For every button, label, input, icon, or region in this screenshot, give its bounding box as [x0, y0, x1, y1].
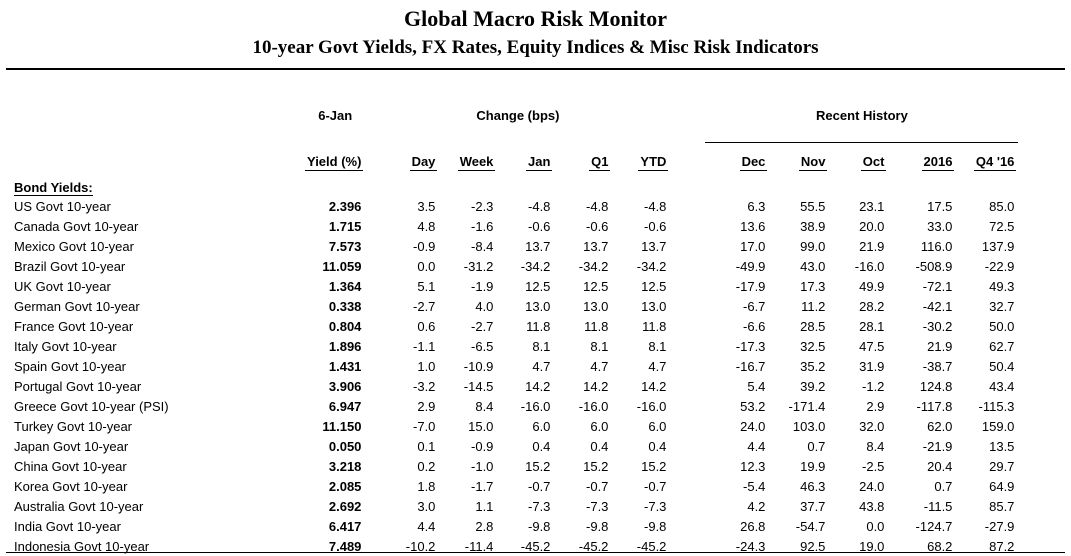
- cell-value: -6.7: [743, 298, 766, 314]
- cell-value: 24.0: [740, 418, 766, 434]
- cell-value: 43.4: [989, 378, 1015, 394]
- cell-value: 23.1: [859, 198, 885, 214]
- table-row: [10, 196, 1018, 216]
- cell-value: 4.7: [532, 358, 551, 374]
- cell-value: 2.085: [328, 478, 362, 494]
- cell-value: -14.5: [463, 378, 494, 394]
- cell-value: 14.2: [583, 378, 609, 394]
- cell-value: -27.9: [984, 518, 1015, 534]
- column-header-row: [10, 143, 1018, 175]
- row-label: Italy Govt 10-year: [14, 338, 117, 354]
- cell-value: -2.5: [862, 458, 885, 474]
- row-label: India Govt 10-year: [14, 518, 121, 534]
- page-title: Global Macro Risk Monitor: [404, 6, 667, 31]
- cell-value: 11.150: [322, 418, 362, 434]
- cell-value: 14.2: [641, 378, 667, 394]
- cell-value: 47.5: [859, 338, 885, 354]
- table-row: [10, 476, 1018, 496]
- gap-cell: [670, 196, 705, 216]
- cell-value: 6.947: [328, 398, 362, 414]
- table-row: [10, 516, 1018, 536]
- column-header-nov: Nov: [800, 154, 826, 169]
- row-label: Canada Govt 10-year: [14, 218, 139, 234]
- gap-cell: [670, 316, 705, 336]
- table-row: [10, 456, 1018, 476]
- cell-value: -1.7: [471, 478, 494, 494]
- row-label: Turkey Govt 10-year: [14, 418, 133, 434]
- cell-value: 159.0: [981, 418, 1015, 434]
- cell-value: 124.8: [919, 378, 953, 394]
- cell-value: 21.9: [859, 238, 885, 254]
- cell-value: 0.4: [648, 438, 667, 454]
- cell-value: 1.0: [417, 358, 436, 374]
- cell-value: 43.8: [859, 498, 885, 514]
- column-header-week: Week: [459, 154, 494, 169]
- cell-value: -7.3: [586, 498, 609, 514]
- gap-cell: [670, 456, 705, 476]
- cell-value: 43.0: [800, 258, 826, 274]
- cell-value: -508.9: [915, 258, 953, 274]
- cell-value: 62.7: [989, 338, 1015, 354]
- cell-value: -0.7: [586, 478, 609, 494]
- cell-value: -31.2: [463, 258, 494, 274]
- cell-value: -2.7: [413, 298, 436, 314]
- cell-value: 1.8: [417, 478, 436, 494]
- header-divider: [6, 68, 1065, 70]
- cell-value: 55.5: [800, 198, 826, 214]
- cell-value: -11.4: [464, 538, 494, 554]
- gap-cell: [670, 106, 705, 143]
- cell-value: -16.0: [854, 258, 885, 274]
- cell-value: 11.8: [642, 318, 667, 334]
- cell-value: 21.9: [927, 338, 953, 354]
- cell-value: -7.3: [644, 498, 667, 514]
- cell-value: 8.1: [532, 338, 551, 354]
- cell-value: 13.0: [525, 298, 551, 314]
- cell-value: 99.0: [800, 238, 826, 254]
- gap-cell: [670, 496, 705, 516]
- gap-cell: [670, 336, 705, 356]
- cell-value: 72.5: [989, 218, 1015, 234]
- cell-value: -6.6: [743, 318, 766, 334]
- column-header-day: Day: [411, 154, 436, 169]
- gap-cell: [670, 376, 705, 396]
- cell-value: 2.9: [417, 398, 436, 414]
- row-label: Mexico Govt 10-year: [14, 238, 134, 254]
- row-label: German Govt 10-year: [14, 298, 140, 314]
- cell-value: 1.715: [328, 218, 362, 234]
- row-label: Japan Govt 10-year: [14, 438, 129, 454]
- cell-value: 32.7: [989, 298, 1015, 314]
- table-row: [10, 536, 1018, 556]
- cell-value: -9.8: [644, 518, 667, 534]
- cell-value: 4.0: [475, 298, 494, 314]
- row-label: UK Govt 10-year: [14, 278, 111, 294]
- row-label: Greece Govt 10-year (PSI): [14, 398, 169, 414]
- cell-value: 15.2: [583, 458, 609, 474]
- page-subtitle: 10-year Govt Yields, FX Rates, Equity Indices & Misc Risk Indicators: [252, 37, 819, 58]
- cell-value: -49.9: [735, 258, 766, 274]
- table-body: [10, 174, 1018, 556]
- cell-value: -10.2: [405, 538, 436, 554]
- cell-value: -10.9: [463, 358, 494, 374]
- gap-cell: [670, 536, 705, 556]
- cell-value: 20.0: [859, 218, 885, 234]
- table-row: [10, 396, 1018, 416]
- cell-value: 85.0: [989, 198, 1015, 214]
- risk-monitor-table: [10, 106, 1018, 556]
- cell-value: -0.6: [528, 218, 551, 234]
- group-header-history: Recent History: [705, 106, 1018, 143]
- cell-value: 85.7: [989, 498, 1015, 514]
- cell-value: -34.2: [636, 258, 667, 274]
- gap-cell: [670, 256, 705, 276]
- cell-value: 17.0: [740, 238, 766, 254]
- cell-value: 38.9: [800, 218, 826, 234]
- column-header-q4-16: Q4 '16: [975, 154, 1015, 169]
- cell-value: -171.4: [788, 398, 826, 414]
- cell-value: 49.3: [989, 278, 1015, 294]
- cell-value: 7.489: [328, 538, 362, 554]
- cell-value: -5.4: [743, 478, 766, 494]
- cell-value: 19.9: [800, 458, 826, 474]
- cell-value: 8.4: [475, 398, 494, 414]
- cell-value: 0.804: [328, 318, 362, 334]
- cell-value: 1.364: [328, 278, 362, 294]
- cell-value: 0.7: [934, 478, 953, 494]
- gap-cell: [670, 236, 705, 256]
- table-row: [10, 236, 1018, 256]
- cell-value: 53.2: [740, 398, 766, 414]
- cell-value: -7.0: [413, 418, 436, 434]
- cell-value: 116.0: [920, 238, 953, 254]
- cell-value: 29.7: [989, 458, 1015, 474]
- cell-value: -17.3: [735, 338, 766, 354]
- row-label: France Govt 10-year: [14, 318, 134, 334]
- table-row: [10, 276, 1018, 296]
- cell-value: -0.9: [471, 438, 494, 454]
- cell-value: -4.8: [528, 198, 551, 214]
- cell-value: 1.431: [328, 358, 362, 374]
- cell-value: 32.5: [800, 338, 826, 354]
- cell-value: 103.0: [792, 418, 826, 434]
- column-header-jan: Jan: [528, 154, 551, 169]
- cell-value: 12.3: [740, 458, 766, 474]
- cell-value: -9.8: [586, 518, 609, 534]
- table-row: [10, 496, 1018, 516]
- report-header: [0, 0, 1071, 61]
- cell-value: 8.1: [648, 338, 667, 354]
- cell-value: -9.8: [528, 518, 551, 534]
- cell-value: 64.9: [989, 478, 1015, 494]
- cell-value: -2.3: [471, 198, 494, 214]
- cell-value: 0.4: [590, 438, 609, 454]
- empty-cell: [10, 106, 305, 143]
- cell-value: 5.1: [417, 278, 436, 294]
- row-label: US Govt 10-year: [14, 198, 111, 214]
- row-label: Spain Govt 10-year: [14, 358, 127, 374]
- cell-value: -124.7: [915, 518, 953, 534]
- cell-value: 12.5: [641, 278, 667, 294]
- table-row: [10, 356, 1018, 376]
- cell-value: 15.2: [641, 458, 667, 474]
- column-header-yield: Yield (%): [307, 154, 362, 169]
- table-row: [10, 436, 1018, 456]
- cell-value: 3.5: [417, 198, 436, 214]
- cell-value: 17.5: [927, 198, 953, 214]
- cell-value: -1.0: [471, 458, 494, 474]
- cell-value: -0.6: [644, 218, 667, 234]
- cell-value: -2.7: [471, 318, 494, 334]
- cell-value: 32.0: [859, 418, 885, 434]
- cell-value: 6.0: [532, 418, 551, 434]
- gap-cell: [670, 396, 705, 416]
- cell-value: 5.4: [747, 378, 766, 394]
- cell-value: 0.0: [866, 518, 885, 534]
- cell-value: -117.8: [916, 398, 953, 414]
- cell-value: 6.0: [590, 418, 609, 434]
- cell-value: 0.0: [417, 258, 436, 274]
- cell-value: 1.896: [328, 338, 362, 354]
- cell-value: 2.8: [475, 518, 494, 534]
- cell-value: 137.9: [981, 238, 1015, 254]
- group-header-change: Change (bps): [476, 108, 560, 123]
- cell-value: 13.0: [641, 298, 667, 314]
- cell-value: 13.7: [525, 238, 551, 254]
- column-header-2016: 2016: [923, 154, 953, 169]
- cell-value: -1.2: [862, 378, 885, 394]
- cell-value: 33.0: [927, 218, 953, 234]
- cell-value: 35.2: [800, 358, 826, 374]
- cell-value: -16.0: [636, 398, 667, 414]
- cell-value: -115.3: [978, 398, 1015, 414]
- cell-value: -4.8: [644, 198, 667, 214]
- column-header-dec: Dec: [741, 154, 766, 169]
- cell-value: 6.0: [648, 418, 667, 434]
- cell-value: 13.5: [989, 438, 1015, 454]
- cell-value: 3.218: [328, 458, 362, 474]
- column-header-q1: Q1: [591, 154, 609, 169]
- cell-value: 4.7: [590, 358, 609, 374]
- bottom-divider: [6, 552, 1065, 553]
- gap-cell: [670, 356, 705, 376]
- cell-value: 6.417: [328, 518, 362, 534]
- cell-value: 4.2: [747, 498, 766, 514]
- cell-value: 92.5: [800, 538, 826, 554]
- cell-value: 15.2: [525, 458, 551, 474]
- cell-value: -45.2: [636, 538, 667, 554]
- cell-value: 17.3: [800, 278, 826, 294]
- cell-value: -38.7: [922, 358, 953, 374]
- cell-value: 4.8: [417, 218, 436, 234]
- cell-value: 4.4: [417, 518, 436, 534]
- group-header-row: [10, 106, 1018, 143]
- table-row: [10, 376, 1018, 396]
- cell-value: -30.2: [922, 318, 953, 334]
- cell-value: 1.1: [475, 498, 494, 514]
- cell-value: 11.8: [526, 318, 551, 334]
- cell-value: 24.0: [859, 478, 885, 494]
- cell-value: 13.6: [740, 218, 766, 234]
- cell-value: -45.2: [520, 538, 551, 554]
- cell-value: 4.7: [648, 358, 667, 374]
- table-row: [10, 416, 1018, 436]
- row-label: China Govt 10-year: [14, 458, 127, 474]
- cell-value: 0.2: [417, 458, 436, 474]
- cell-value: -34.2: [520, 258, 551, 274]
- cell-value: 2.396: [328, 198, 362, 214]
- cell-value: -0.6: [586, 218, 609, 234]
- cell-value: -3.2: [413, 378, 436, 394]
- cell-value: -54.7: [795, 518, 826, 534]
- cell-value: 46.3: [800, 478, 826, 494]
- cell-value: 0.1: [417, 438, 436, 454]
- row-label: Korea Govt 10-year: [14, 478, 128, 494]
- cell-value: 87.2: [989, 538, 1015, 554]
- cell-value: 14.2: [525, 378, 551, 394]
- cell-value: 28.5: [800, 318, 826, 334]
- cell-value: 13.0: [583, 298, 609, 314]
- cell-value: -72.1: [922, 278, 953, 294]
- gap-cell: [670, 276, 705, 296]
- cell-value: -16.0: [520, 398, 551, 414]
- gap-cell: [670, 143, 705, 175]
- table-row: [10, 296, 1018, 316]
- gap-cell: [670, 416, 705, 436]
- cell-value: -17.9: [735, 278, 766, 294]
- cell-value: 50.0: [989, 318, 1015, 334]
- section-label: Bond Yields:: [14, 180, 93, 195]
- cell-value: -11.5: [923, 498, 953, 514]
- gap-cell: [670, 436, 705, 456]
- cell-value: 20.4: [927, 458, 953, 474]
- gap-cell: [670, 296, 705, 316]
- cell-value: 0.6: [417, 318, 436, 334]
- cell-value: 8.4: [866, 438, 885, 454]
- cell-value: 39.2: [800, 378, 826, 394]
- cell-value: 12.5: [583, 278, 609, 294]
- cell-value: 26.8: [740, 518, 766, 534]
- cell-value: 2.692: [328, 498, 362, 514]
- cell-value: 19.0: [859, 538, 885, 554]
- cell-value: -6.5: [471, 338, 494, 354]
- cell-value: 0.7: [807, 438, 826, 454]
- cell-value: 62.0: [927, 418, 953, 434]
- cell-value: 37.7: [800, 498, 826, 514]
- cell-value: 0.050: [328, 438, 362, 454]
- cell-value: -4.8: [586, 198, 609, 214]
- column-header-oct: Oct: [862, 154, 885, 169]
- cell-value: 13.7: [583, 238, 609, 254]
- cell-value: -0.9: [413, 238, 436, 254]
- cell-value: -45.2: [578, 538, 609, 554]
- cell-value: 6.3: [747, 198, 766, 214]
- cell-value: -42.1: [922, 298, 953, 314]
- section-header-row: [10, 174, 1018, 196]
- row-label: Brazil Govt 10-year: [14, 258, 126, 274]
- cell-value: 4.4: [747, 438, 766, 454]
- gap-cell: [670, 476, 705, 496]
- cell-value: -22.9: [984, 258, 1015, 274]
- cell-value: 0.338: [328, 298, 362, 314]
- cell-value: -1.1: [413, 338, 436, 354]
- cell-value: -24.3: [735, 538, 766, 554]
- cell-value: 11.8: [584, 318, 609, 334]
- cell-value: 0.4: [532, 438, 551, 454]
- cell-value: -8.4: [471, 238, 494, 254]
- empty-cell: [10, 143, 305, 175]
- cell-value: 12.5: [525, 278, 551, 294]
- table-row: [10, 216, 1018, 236]
- cell-value: 13.7: [641, 238, 667, 254]
- table-row: [10, 316, 1018, 336]
- cell-value: 31.9: [859, 358, 885, 374]
- cell-value: 68.2: [927, 538, 953, 554]
- cell-value: -16.7: [735, 358, 766, 374]
- cell-value: 50.4: [989, 358, 1015, 374]
- cell-value: 7.573: [328, 238, 362, 254]
- gap-cell: [670, 216, 705, 236]
- cell-value: 8.1: [590, 338, 609, 354]
- column-header-ytd: YTD: [640, 154, 667, 169]
- cell-value: 3.906: [328, 378, 362, 394]
- cell-value: -21.9: [922, 438, 953, 454]
- row-label: Portugal Govt 10-year: [14, 378, 142, 394]
- cell-value: 15.0: [468, 418, 494, 434]
- cell-value: 28.2: [859, 298, 885, 314]
- group-header-date: 6-Jan: [318, 108, 353, 123]
- cell-value: -0.7: [528, 478, 551, 494]
- cell-value: -1.9: [471, 278, 494, 294]
- row-label: Australia Govt 10-year: [14, 498, 144, 514]
- cell-value: 49.9: [859, 278, 885, 294]
- cell-value: 28.1: [859, 318, 885, 334]
- cell-value: 2.9: [866, 398, 885, 414]
- table-row: [10, 336, 1018, 356]
- cell-value: 11.059: [322, 258, 362, 274]
- cell-value: 11.2: [801, 298, 826, 314]
- cell-value: -16.0: [578, 398, 609, 414]
- table-row: [10, 256, 1018, 276]
- gap-cell: [670, 516, 705, 536]
- cell-value: -0.7: [644, 478, 667, 494]
- cell-value: -34.2: [578, 258, 609, 274]
- row-label: Indonesia Govt 10-year: [14, 538, 150, 554]
- cell-value: -1.6: [471, 218, 494, 234]
- cell-value: 3.0: [417, 498, 436, 514]
- cell-value: -7.3: [528, 498, 551, 514]
